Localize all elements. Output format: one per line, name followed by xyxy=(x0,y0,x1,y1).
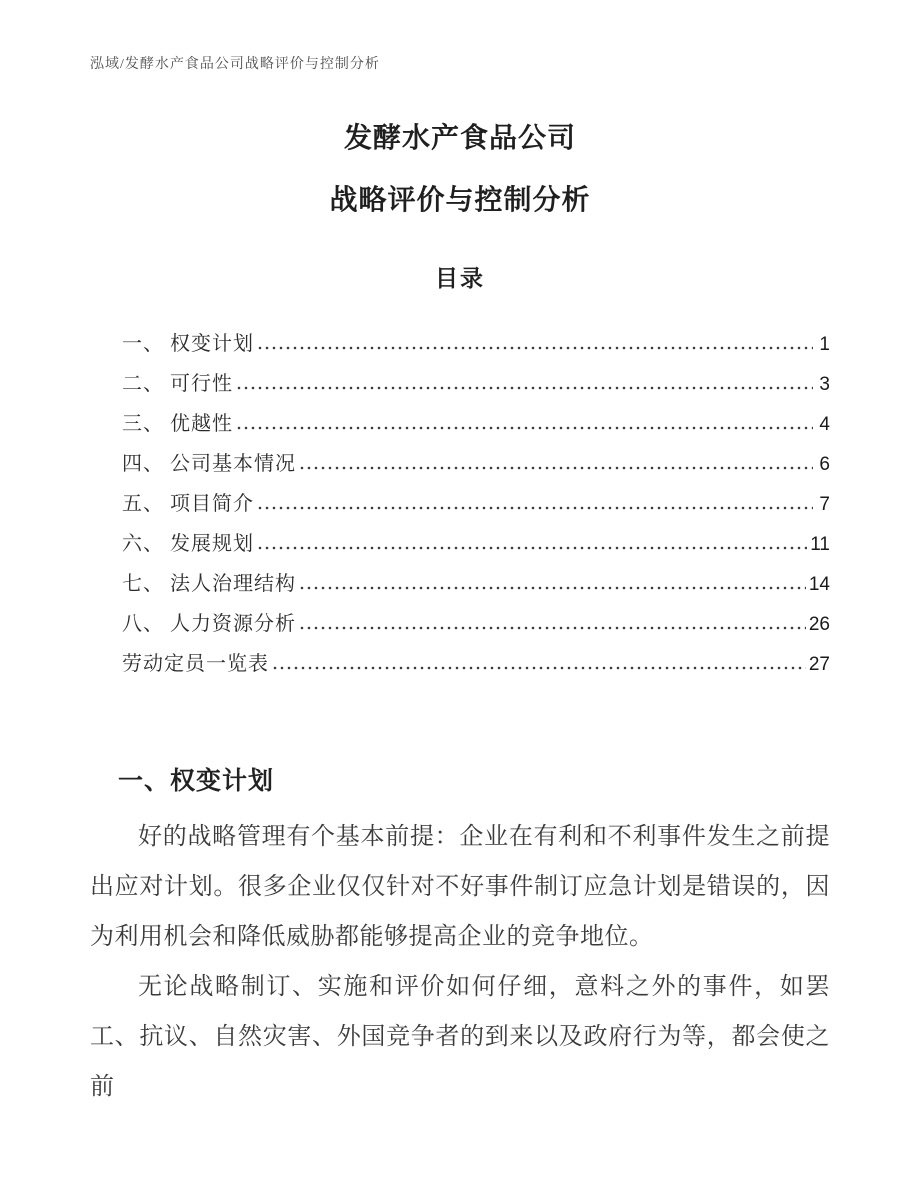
toc-entry-label: 五、 项目简介 xyxy=(122,493,254,515)
toc-dotted-leader xyxy=(237,386,813,390)
toc-entry-label: 三、 优越性 xyxy=(122,413,233,435)
toc-page-number: 1 xyxy=(819,334,830,355)
document-title-line2: 战略评价与控制分析 xyxy=(329,185,591,216)
toc-entry-label: 四、 公司基本情况 xyxy=(122,453,296,475)
toc-entry-label: 一、 权变计划 xyxy=(122,333,254,355)
toc-dotted-leader xyxy=(300,466,813,470)
toc-dotted-leader xyxy=(273,666,806,670)
section-heading: 一、权变计划 xyxy=(118,768,275,795)
toc-list xyxy=(90,320,830,680)
toc-entry[interactable] xyxy=(90,440,830,480)
toc-entry-label: 二、 可行性 xyxy=(122,373,233,395)
toc-page-number: 7 xyxy=(819,494,830,515)
toc-entry[interactable] xyxy=(90,480,830,520)
toc-entry[interactable] xyxy=(90,320,830,360)
toc-heading: 目录 xyxy=(435,266,485,291)
body-paragraph: 无论战略制订、实施和评价如何仔细，意料之外的事件，如罢工、抗议、自然灾害、外国竞争者的到来以及政府行为等，都会使之前 xyxy=(90,974,830,1100)
document-title-line1: 发酵水产食品公司 xyxy=(343,123,576,154)
toc-entry[interactable] xyxy=(90,600,830,640)
running-header: 泓域/发酵水产食品公司战略评价与控制分析 xyxy=(90,57,380,72)
toc-entry[interactable] xyxy=(90,560,830,600)
toc-entry[interactable] xyxy=(90,400,830,440)
body-paragraph: 好的战略管理有个基本前提：企业在有利和不利事件发生之前提出应对计划。很多企业仅仅针对不好事件制订应急计划是错误的，因为利用机会和降低威胁都能够提高企业的竞争地位。 xyxy=(90,824,830,950)
toc-dotted-leader xyxy=(300,586,806,590)
toc-dotted-leader xyxy=(258,506,813,510)
toc-entry-label: 八、 人力资源分析 xyxy=(122,613,296,635)
toc-entry[interactable] xyxy=(90,520,830,560)
toc-page-number: 26 xyxy=(808,614,830,635)
toc-dotted-leader xyxy=(258,346,813,350)
toc-page-number: 11 xyxy=(810,534,830,555)
toc-page-number: 6 xyxy=(819,454,830,475)
toc-page-number: 27 xyxy=(808,654,830,675)
section-body xyxy=(90,812,830,1112)
toc-entry[interactable] xyxy=(90,640,830,680)
toc-dotted-leader xyxy=(237,426,813,430)
toc-entry[interactable] xyxy=(90,360,830,400)
toc-entry-label: 六、 发展规划 xyxy=(122,533,254,555)
toc-entry-label: 劳动定员一览表 xyxy=(122,653,269,675)
toc-entry-label: 七、 法人治理结构 xyxy=(122,573,296,595)
toc-page-number: 14 xyxy=(808,574,830,595)
toc-dotted-leader xyxy=(258,546,807,550)
toc-page-number: 3 xyxy=(819,374,830,395)
toc-dotted-leader xyxy=(300,626,806,630)
toc-page-number: 4 xyxy=(819,414,830,435)
